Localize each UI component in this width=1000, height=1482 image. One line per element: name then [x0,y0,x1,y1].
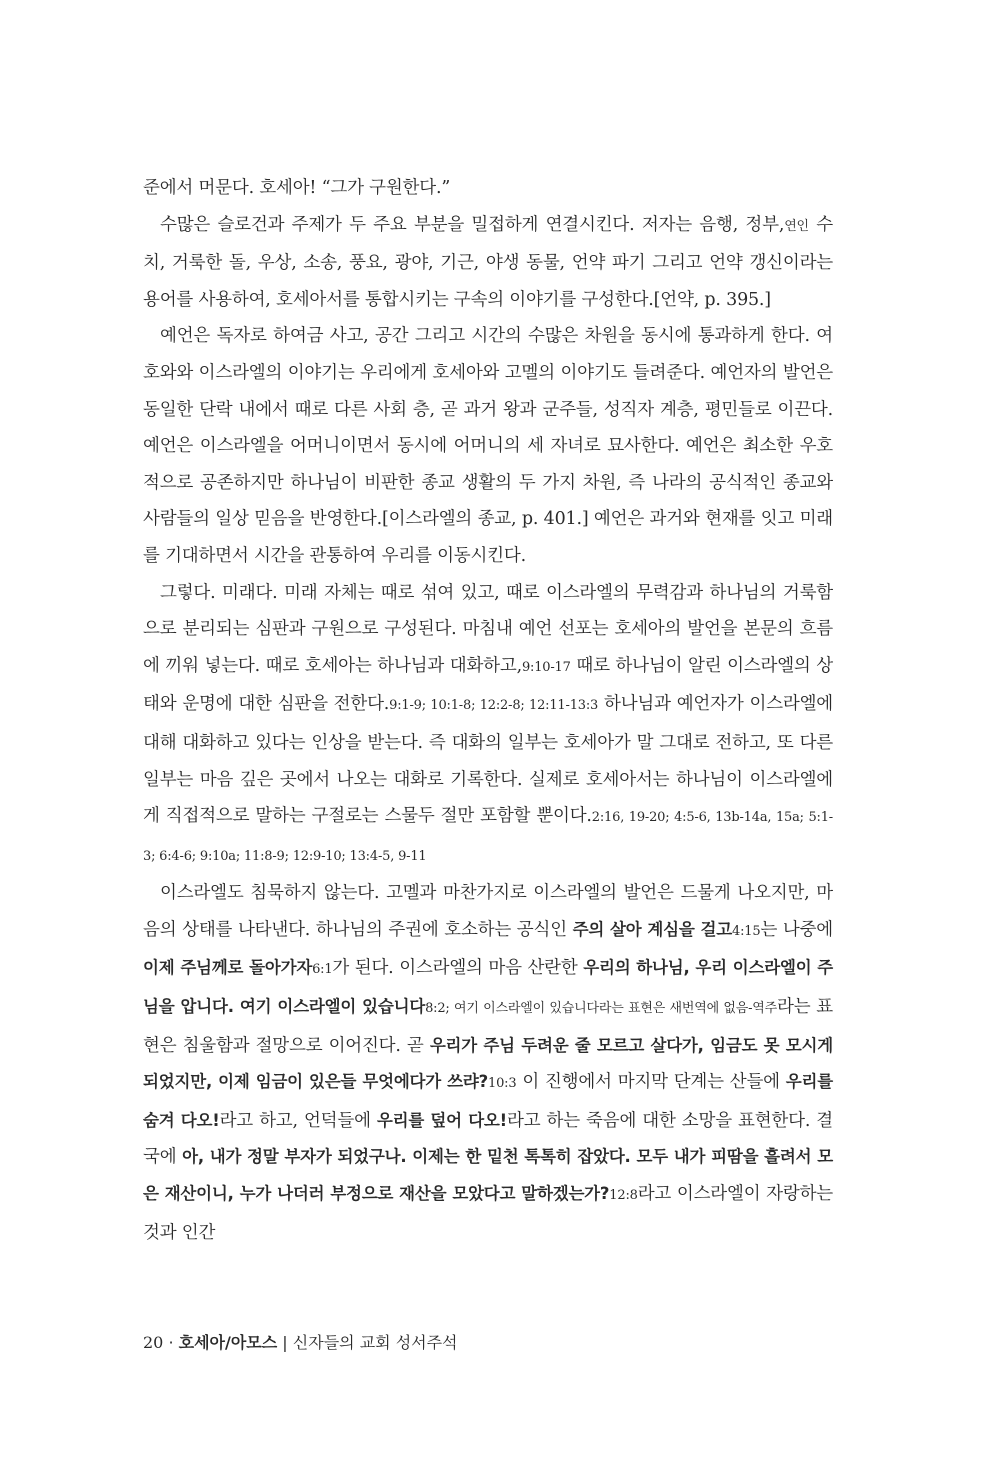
scripture-reference: 8:2; 여기 이스라엘이 있습니다라는 표현은 새번역에 없음-역주 [425,1001,778,1017]
quoted-verse: 우리를 덮어 다오! [376,1110,508,1130]
page-footer [143,1330,458,1353]
scripture-reference: 9:10-17 [521,659,571,675]
series-title: 신자들의 교회 성서주석 [292,1333,458,1352]
text-run: 이 진행에서 마지막 단계는 산들에 [516,1072,786,1093]
text-run: 라고 하는 죽음에 대한 소망을 표현한다. 결국에 [143,1110,834,1168]
scripture-reference: 4:15 [732,923,761,939]
scripture-reference: 9:1-9; 10:1-8; 12:2-8; 12:11-13:3 [389,698,599,714]
text-run: 하나님과 예언자가 이스라엘에 대해 대화하고 있다는 인상을 받는다. 즉 대화의 일부는 호세아가 말 그대로 전하고, 또 다른 일부는 마음 깊은 곳에서 나오는 대화로 기록한다. 실제로 호세아서는 하나님이 이스라엘에게 직접적으로 말하는 구절로는 스물두 절만 포함할 뿐이다. [143,694,833,827]
scripture-reference: 12:8 [609,1188,638,1204]
paragraph [143,318,833,574]
page-number: 20 [143,1333,164,1352]
footer-separator: · [163,1333,179,1352]
text-run: 는 나중에 [760,919,833,940]
text-run: 이스라엘도 침묵하지 않는다. 고멜과 마찬가지로 이스라엘의 발언은 드물게 나오지만, 마음의 상태를 나타낸다. 하나님의 주권에 호소하는 공식인 [143,883,833,940]
quoted-verse: 우리를 숨겨 다오! [143,1072,834,1130]
paragraph [143,875,833,1251]
quoted-verse: 우리의 하나님, 우리 이스라엘이 주님을 압니다. 여기 이스라엘이 있습니다 [143,958,834,1017]
text-run: 라는 표현은 침울함과 절망으로 이어진다. 곧 [143,997,833,1056]
text-run: 수많은 슬로건과 주제가 두 주요 부분을 밀접하게 연결시킨다. 저자는 음행, 정부, [160,214,785,235]
quoted-verse: 이제 주님께로 돌아가자 [143,958,313,978]
text-run: 그렇다. 미래다. 미래 자체는 때로 섞여 있고, 때로 이스라엘의 무력감과 하나님의 거룩함으로 분리되는 심판과 구원으로 구성된다. 마침내 예언 선포는 호세아의 발언을 본문의 흐름에 끼워 넣는다. 때로 호세아는 하나님과 대화하고, [143,582,833,676]
scripture-reference: 연인 [784,218,809,234]
book-title: 호세아/아모스 [178,1333,278,1352]
text-run: 라고 이스라엘이 자랑하는 것과 인간 [143,1184,833,1243]
paragraph [143,207,833,319]
scripture-reference: 10:3 [488,1076,517,1092]
footer-divider: | [277,1333,293,1352]
text-run: 준에서 머문다. 호세아! “그가 구원한다.” [143,178,451,198]
scripture-reference: 6:1 [312,962,333,978]
quoted-verse: 아, 내가 정말 부자가 되었구나. 이제는 한 밑천 톡톡히 잡았다. 모두 내가 피땀을 흘려서 모은 재산이니, 누가 나더러 부정으로 재산을 모았다고 말하겠는가? [143,1147,833,1204]
quoted-verse: 우리가 주님 두려운 줄 모르고 살다가, 임금도 못 모시게 되었지만, 이제 임금이 있은들 무엇에다가 쓰랴? [143,1035,833,1092]
text-run: 라고 하고, 언덕들에 [219,1110,377,1131]
text-run: 수치, 거룩한 돌, 우상, 소송, 풍요, 광야, 기근, 야생 동물, 언약 파기 그리고 언약 갱신이라는 용어를 사용하여, 호세아서를 통합시키는 구속의 이야기를 구성한다.[언약, p. 395.] [143,214,833,310]
body-text [143,170,833,1251]
paragraph [143,575,833,876]
text-run: 예언은 독자로 하여금 사고, 공간 그리고 시간의 수많은 차원을 동시에 통과하게 한다. 여호와와 이스라엘의 이야기는 우리에게 호세아와 고멜의 이야기도 들려준다. 예언자의 발언은 동일한 단락 내에서 때로 다른 사회 층, 곧 과거 왕과 군주들, 성직자 계층, 평민들로 이끈다. 예언은 이스라엘을 어머니이면서 동시에 어머니의 세 자녀로 묘사한다. 예언은 최소한 우호적으로 공존하지만 하나님이 비판한 종교 생활의 두 가지 차원, 즉 나라의 공식적인 종교와 사람들의 일상 믿음을 반영한다.[이스라엘의 종교, p. 401.] 예언은 과거와 현재를 잇고 미래를 기대하면서 시간을 관통하여 우리를 이동시킨다. [143,326,833,566]
quoted-verse: 주의 살아 계심을 걸고 [572,919,733,939]
text-run: 때로 하나님이 알린 이스라엘의 상태와 운명에 대한 심판을 전한다. [143,655,833,715]
text-run: 가 된다. 이스라엘의 마음 산란한 [332,958,584,979]
scripture-reference: 2:16, 19-20; 4:5-6, 13b-14a, 15a; 5:1-3; 6:4-6; 9:10a; 11:8-9; 12:9-10; 13:4-5, 9-11 [143,810,833,864]
paragraph [143,170,833,207]
